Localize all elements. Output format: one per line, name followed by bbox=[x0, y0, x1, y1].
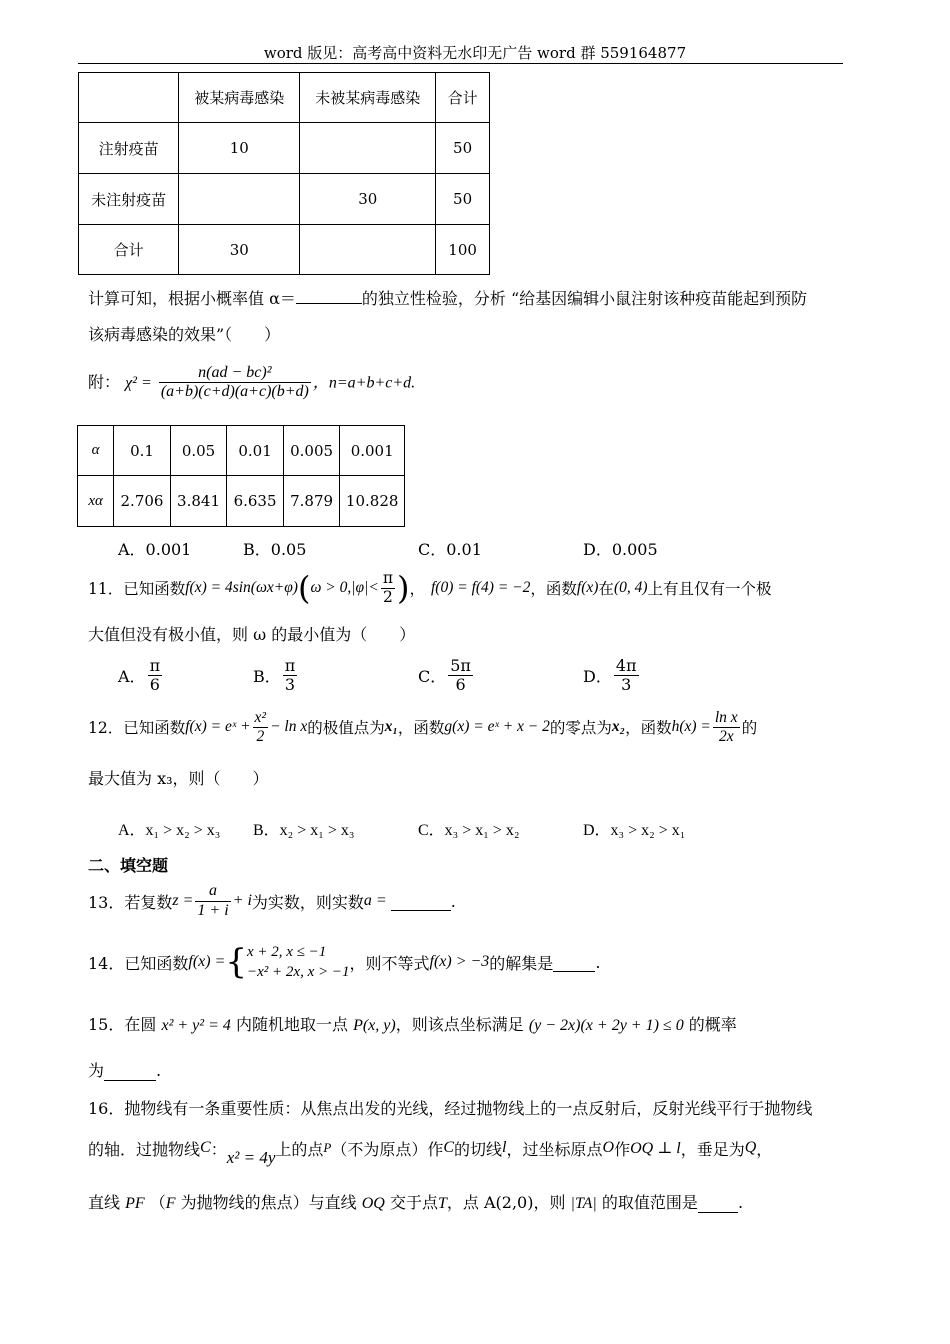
table-cell: 0.005 bbox=[283, 426, 340, 476]
table-cell: 50 bbox=[436, 174, 490, 225]
q10-option-d: D．0.005 bbox=[583, 540, 658, 559]
piecewise-cases: x + 2, x ≤ −1 −x² + 2x, x > −1 bbox=[247, 943, 350, 980]
contingency-table bbox=[78, 72, 490, 275]
q10-option-a: A．0.001 bbox=[118, 540, 192, 559]
table-cell: 0.001 bbox=[340, 426, 405, 476]
table-cell: 10.828 bbox=[340, 476, 405, 527]
table-cell: 未注射疫苗 bbox=[79, 174, 179, 225]
table-cell: 2.706 bbox=[114, 476, 171, 527]
critical-values-table bbox=[77, 425, 405, 527]
q16-line3: 直线 PF （F 为抛物线的焦点）与直线 OQ 交于点T，点 A(2,0)，则 |TA| 的取值范围是 . bbox=[88, 1193, 744, 1212]
header-rule bbox=[78, 63, 843, 64]
q11-line1: 11．已知函数 f(x) = 4sin(ωx+φ) ( ω > 0,|φ|< $\frac{\pi}{2}$ ) ， f(0) = f(4) = −2 ，函数 f(x) 在 (0, 4) 上有且仅有一个极 bbox=[88, 568, 772, 607]
chi-square-formula: 附： χ² = $\frac{\text{n(ad − bc)²}}{(a+b)(c+d)(a+c)(b+d)}$ ，n=a+b+c+d. bbox=[88, 364, 416, 401]
table-cell bbox=[79, 73, 179, 123]
q13-line: 13．若复数 z = $\frac{a}{1 + i}$ + i 为实数，则实数 a = . bbox=[88, 882, 456, 919]
q12-line2: 最大值为 x₃，则（ ） bbox=[88, 769, 269, 788]
q11-option-c: C． $\frac{5\pi}{6}$ bbox=[418, 656, 471, 695]
q12-option-a: A．x₁ > x₂ > x₃ bbox=[118, 822, 221, 839]
table-cell: 50 bbox=[436, 123, 490, 174]
q10-line1: 计算可知，根据小概率值 α＝ 的独立性检验，分析 “给基因编辑小鼠注射该种疫苗能起到预防 bbox=[88, 289, 808, 308]
table-cell bbox=[300, 225, 436, 275]
q10-option-b: B．0.05 bbox=[243, 540, 307, 559]
table-cell: 合计 bbox=[79, 225, 179, 275]
table-cell: 0.01 bbox=[227, 426, 284, 476]
answer-blank bbox=[296, 303, 362, 304]
q12-line1: 12．已知函数 f(x) = eˣ + $\frac{\text{x²}}{2}$ − ln x 的极值点为 x₁ ，函数 g(x) = eˣ + x − 2 的零点为 x₂ ，函数 h(x) = $\frac{\text{ln x}}{2x}$ 的 bbox=[88, 708, 758, 745]
table-row bbox=[79, 174, 490, 225]
formula-fraction: $\frac{\text{n(ad − bc)²}}{(a+b)(c+d)(a+c)(b+d)}$ bbox=[160, 364, 309, 401]
table-cell bbox=[179, 174, 300, 225]
table-header-cell: 合计 bbox=[436, 73, 490, 123]
table-cell: 30 bbox=[300, 174, 436, 225]
answer-blank bbox=[553, 952, 595, 972]
section-title: 二、填空题 bbox=[88, 856, 169, 875]
q14-line: 14．已知函数 f(x) = { x + 2, x ≤ −1 −x² + 2x, x > −1 ，则不等式 f(x) > −3 的解集是 . bbox=[88, 942, 601, 982]
q11-option-d: D． $\frac{4\pi}{3}$ bbox=[583, 656, 637, 695]
table-cell: 7.879 bbox=[283, 476, 340, 527]
table-cell: 注射疫苗 bbox=[79, 123, 179, 174]
table-header-cell: 被某病毒感染 bbox=[179, 73, 300, 123]
answer-blank bbox=[698, 1193, 738, 1213]
table-cell: α bbox=[78, 426, 114, 476]
q16-line2: 的轴．过抛物线 C ： x² = 4y 上的点 P （不为原点）作 C 的切线 l ，过坐标原点 O 作 OQ ⊥ l ，垂足为 Q ， bbox=[88, 1139, 773, 1167]
table-header-row bbox=[79, 73, 490, 123]
q10-option-c: C．0.01 bbox=[418, 540, 482, 559]
q16-line1: 16．抛物线有一条重要性质：从焦点出发的光线，经过抛物线上的一点反射后，反射光线平行于抛物线 bbox=[88, 1099, 813, 1118]
q12-option-d: D．x₃ > x₂ > x₁ bbox=[583, 822, 686, 839]
answer-blank bbox=[104, 1061, 156, 1081]
q15-line1: 15．在圆 x² + y² = 4 内随机地取一点 P(x, y)，则该点坐标满足 (y − 2x)(x + 2y + 1) ≤ 0 的概率 bbox=[88, 1015, 737, 1034]
table-row bbox=[78, 426, 405, 476]
q10-line2: 该病毒感染的效果”（ ） bbox=[88, 325, 281, 344]
table-cell: 30 bbox=[179, 225, 300, 275]
q15-line2: 为 . bbox=[88, 1061, 162, 1080]
table-header-cell: 未被某病毒感染 bbox=[300, 73, 436, 123]
table-row bbox=[78, 476, 405, 527]
table-cell: 3.841 bbox=[170, 476, 227, 527]
q11-option-a: A． $\frac{\pi}{6}$ bbox=[118, 656, 161, 695]
table-cell: 6.635 bbox=[227, 476, 284, 527]
table-row bbox=[79, 225, 490, 275]
table-cell: xα bbox=[78, 476, 114, 527]
table-cell: 100 bbox=[436, 225, 490, 275]
answer-blank bbox=[391, 891, 451, 911]
page-header: word 版见：高考高中资料无水印无广告 word 群 559164877 bbox=[263, 44, 687, 62]
table-cell: 10 bbox=[179, 123, 300, 174]
pi-over-2-fraction: $\frac{\pi}{2}$ bbox=[382, 568, 393, 606]
table-cell: 0.05 bbox=[170, 426, 227, 476]
table-row bbox=[79, 123, 490, 174]
q11-option-b: B． $\frac{\pi}{3}$ bbox=[253, 656, 296, 695]
q12-option-b: B．x₂ > x₁ > x₃ bbox=[253, 822, 355, 839]
q11-line2: 大值但没有极小值，则 ω 的最小值为（ ） bbox=[88, 625, 416, 644]
table-cell bbox=[300, 123, 436, 174]
table-cell: 0.1 bbox=[114, 426, 171, 476]
q12-option-c: C．x₃ > x₁ > x₂ bbox=[418, 822, 520, 839]
